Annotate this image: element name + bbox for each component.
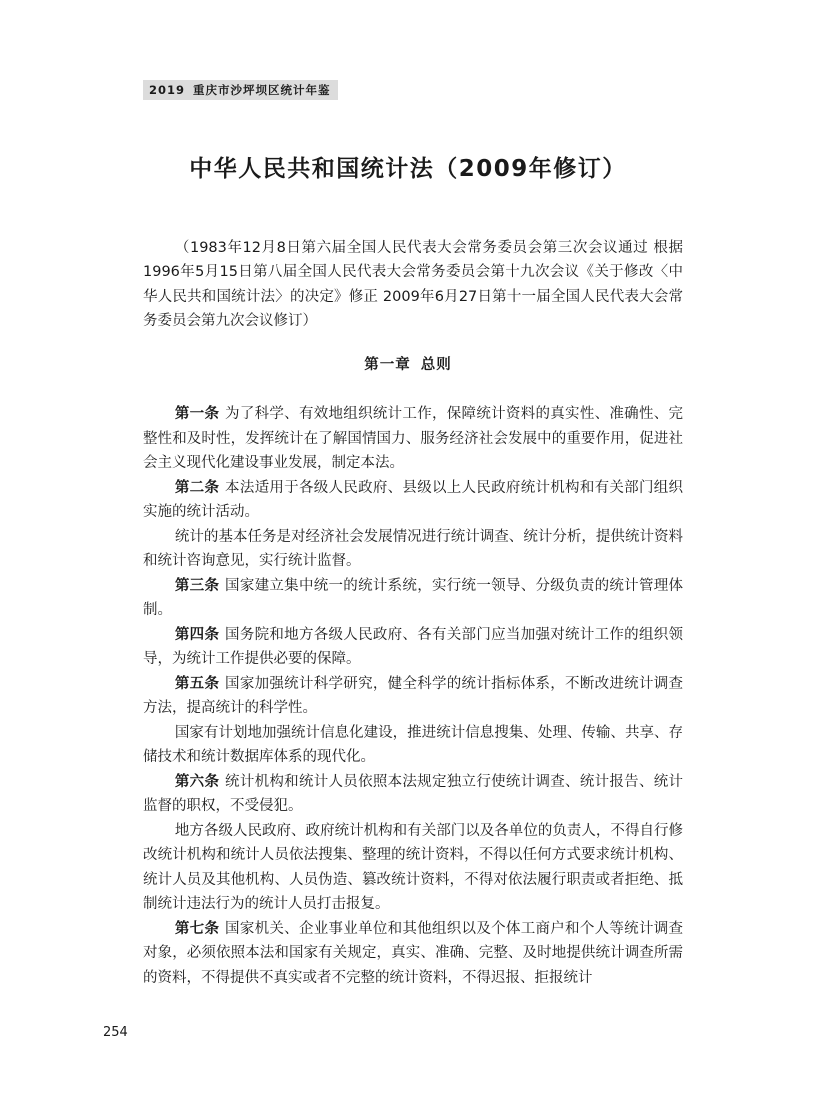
paragraph [143, 819, 683, 917]
paragraph [143, 525, 683, 574]
preamble: （1983年12月8日第六届全国人民代表大会常务委员会第三次会议通过 根据1996年5月15日第八届全国人民代表大会常务委员会第十九次会议《关于修改〈中华人民共和国统计法〉的决定》修正 2009年6月27日第十一届全国人民代表大会常务委员会第九次会议修订） [143, 240, 683, 329]
paragraph [143, 672, 683, 721]
article-number: 第三条 [174, 577, 220, 594]
paragraph-text: 为了科学、有效地组织统计工作，保障统计资料的真实性、准确性、完整性和及时性，发挥统计在了解国情国力、服务经济社会发展中的重要作用，促进社会主义现代化建设事业发展，制定本法。 [143, 406, 684, 471]
article-number: 第六条 [174, 773, 220, 790]
running-header [143, 80, 338, 100]
header-year: 2019 [149, 83, 186, 97]
document-title: 中华人民共和国统计法（2009年修订） [189, 156, 627, 182]
article-number: 第四条 [174, 626, 220, 643]
paragraph-text: 统计机构和统计人员依照本法规定独立行使统计调查、统计报告、统计监督的职权，不受侵犯。 [143, 773, 684, 814]
paragraph [143, 402, 683, 476]
paragraph [143, 721, 683, 770]
paragraph-text: 国务院和地方各级人民政府、各有关部门应当加强对统计工作的组织领导，为统计工作提供必要的保障。 [143, 626, 684, 667]
page-number: 254 [103, 1025, 128, 1040]
paragraph-text: 本法适用于各级人民政府、县级以上人民政府统计机构和有关部门组织实施的统计活动。 [143, 479, 684, 520]
paragraph [143, 623, 683, 672]
article-number: 第一条 [174, 406, 220, 422]
article-number: 第七条 [174, 920, 220, 937]
paragraph-text: 地方各级人民政府、政府统计机构和有关部门以及各单位的负责人，不得自行修改统计机构和统计人员依法搜集、整理的统计资料，不得以任何方式要求统计机构、统计人员及其他机构、人员伪造、篡改统计资料，不得对依法履行职责或者拒绝、抵制统计违法行为的统计人员打击报复。 [143, 822, 683, 912]
paragraph-text: 国家建立集中统一的统计系统，实行统一领导、分级负责的统计管理体制。 [143, 577, 684, 618]
paragraph [143, 917, 683, 991]
paragraph-text: 国家加强统计科学研究，健全科学的统计指标体系，不断改进统计调查方法，提高统计的科学性。 [143, 675, 684, 716]
chapter-name: 总则 [420, 357, 452, 373]
paragraph-text: 统计的基本任务是对经济社会发展情况进行统计调查、统计分析，提供统计资料和统计咨询意见，实行统计监督。 [143, 528, 683, 569]
paragraph [143, 476, 683, 525]
paragraph-text: 国家有计划地加强统计信息化建设，推进统计信息搜集、处理、传输、共享、存储技术和统计数据库体系的现代化。 [143, 724, 683, 765]
paragraph [143, 574, 683, 623]
paragraph [143, 770, 683, 819]
chapter-heading [0, 353, 816, 374]
body-text [143, 402, 683, 990]
header-book-title: 重庆市沙坪坝区统计年鉴 [193, 83, 331, 97]
chapter-number: 第一章 [364, 357, 411, 373]
article-number: 第二条 [174, 479, 220, 496]
article-number: 第五条 [174, 675, 220, 692]
paragraph-text: 国家机关、企业事业单位和其他组织以及个体工商户和个人等统计调查对象，必须依照本法和国家有关规定，真实、准确、完整、及时地提供统计调查所需的资料，不得提供不真实或者不完整的统计资料，不得迟报、拒报统计 [143, 920, 684, 986]
